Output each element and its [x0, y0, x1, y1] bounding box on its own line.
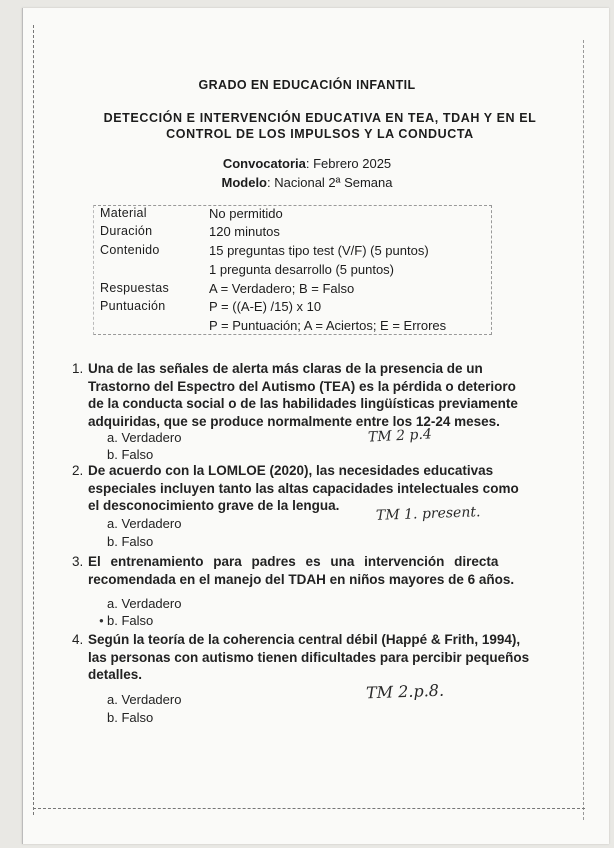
question-2-text	[88, 462, 552, 515]
question-1-option-a[interactable]: a. Verdadero	[107, 430, 182, 445]
question-3-line-2: recomendada en el manejo del TDAH en niños mayores de 6 años.	[88, 571, 515, 587]
info-val-material: No permitido	[209, 206, 283, 221]
info-val-respuestas: A = Verdadero; B = Falso	[209, 281, 355, 296]
question-4-text	[88, 631, 552, 684]
info-key-puntuacion: Puntuación	[100, 299, 166, 313]
course-title	[80, 110, 560, 142]
question-1-line-3: de la conducta social o de las habilidades lingüísticas previamente	[88, 396, 518, 411]
info-val-puntuacion-2: P = Puntuación; A = Aciertos; E = Errores	[209, 318, 447, 333]
question-3-line-1: El entrenamiento para padres es una intervención directa	[88, 554, 499, 569]
info-val-contenido-2: 1 pregunta desarrollo (5 puntos)	[209, 262, 395, 277]
info-val-puntuacion-1: P = ((A-E) /15) x 10	[209, 299, 322, 314]
question-2-handwritten-note: TM 1. present.	[375, 504, 481, 524]
question-3-text	[88, 553, 552, 588]
question-1-line-1: Una de las señales de alerta más claras de la presencia de un	[88, 361, 483, 376]
question-2-option-a[interactable]: a. Verdadero	[107, 516, 182, 531]
question-3-number: 3.	[72, 554, 84, 569]
info-key-material: Material	[100, 206, 147, 220]
question-4-handwritten-note: TM 2.p.8.	[365, 680, 445, 703]
question-4-line-2: las personas con autismo tienen dificultades para percibir pequeños	[88, 649, 530, 665]
modelo-label: Modelo	[221, 175, 267, 190]
info-key-respuestas: Respuestas	[100, 281, 170, 295]
question-2-option-b[interactable]: b. Falso	[107, 534, 154, 549]
question-1-option-b[interactable]: b. Falso	[107, 447, 154, 462]
question-1-line-4: adquiridas, que se produce normalmente entre los 12-24 meses.	[88, 413, 500, 429]
page-border-left	[33, 25, 34, 815]
question-1-handwritten-note: TM 2 p.4	[367, 426, 433, 446]
question-1-text	[88, 360, 552, 430]
info-val-duracion: 120 minutos	[209, 224, 280, 239]
convocatoria	[0, 156, 614, 171]
selected-answer-mark: ●	[99, 616, 104, 625]
question-4-line-3: detalles.	[88, 667, 143, 682]
info-key-duracion: Duración	[100, 224, 153, 238]
course-title-line-1: DETECCIÓN E INTERVENCIÓN EDUCATIVA EN TEA, TDAH Y EN EL	[103, 111, 537, 125]
info-val-contenido-1: 15 preguntas tipo test (V/F) (5 puntos)	[209, 243, 429, 258]
question-3-option-a[interactable]: a. Verdadero	[107, 596, 182, 611]
modelo-value: : Nacional 2ª Semana	[267, 175, 393, 190]
question-2-line-3: el desconocimiento grave de la lengua.	[88, 498, 340, 513]
course-title-line-2: CONTROL DE LOS IMPULSOS Y LA CONDUCTA	[166, 127, 474, 141]
convocatoria-label: Convocatoria	[222, 156, 306, 171]
question-2-line-1: De acuerdo con la LOMLOE (2020), las necesidades educativas	[88, 463, 494, 478]
question-4-number: 4.	[72, 632, 84, 647]
question-4-line-1: Según la teoría de la coherencia central débil (Happé & Frith, 1994),	[88, 632, 521, 647]
degree-title: GRADO EN EDUCACIÓN INFANTIL	[198, 78, 416, 92]
question-4-option-a[interactable]: a. Verdadero	[107, 692, 182, 707]
question-4-option-b[interactable]: b. Falso	[107, 710, 154, 725]
info-key-contenido: Contenido	[100, 243, 160, 257]
convocatoria-value: : Febrero 2025	[305, 156, 392, 171]
question-1-number: 1.	[72, 361, 84, 376]
question-3-option-b[interactable]: b. Falso	[107, 613, 154, 628]
modelo	[0, 175, 614, 190]
question-1-line-2: Trastorno del Espectro del Autismo (TEA) es la pérdida o deterioro	[88, 378, 516, 394]
question-2-line-2: especiales incluyen tanto las altas capacidades intelectuales como	[88, 480, 519, 496]
page-border-bottom	[33, 808, 585, 809]
question-2-number: 2.	[72, 463, 84, 478]
